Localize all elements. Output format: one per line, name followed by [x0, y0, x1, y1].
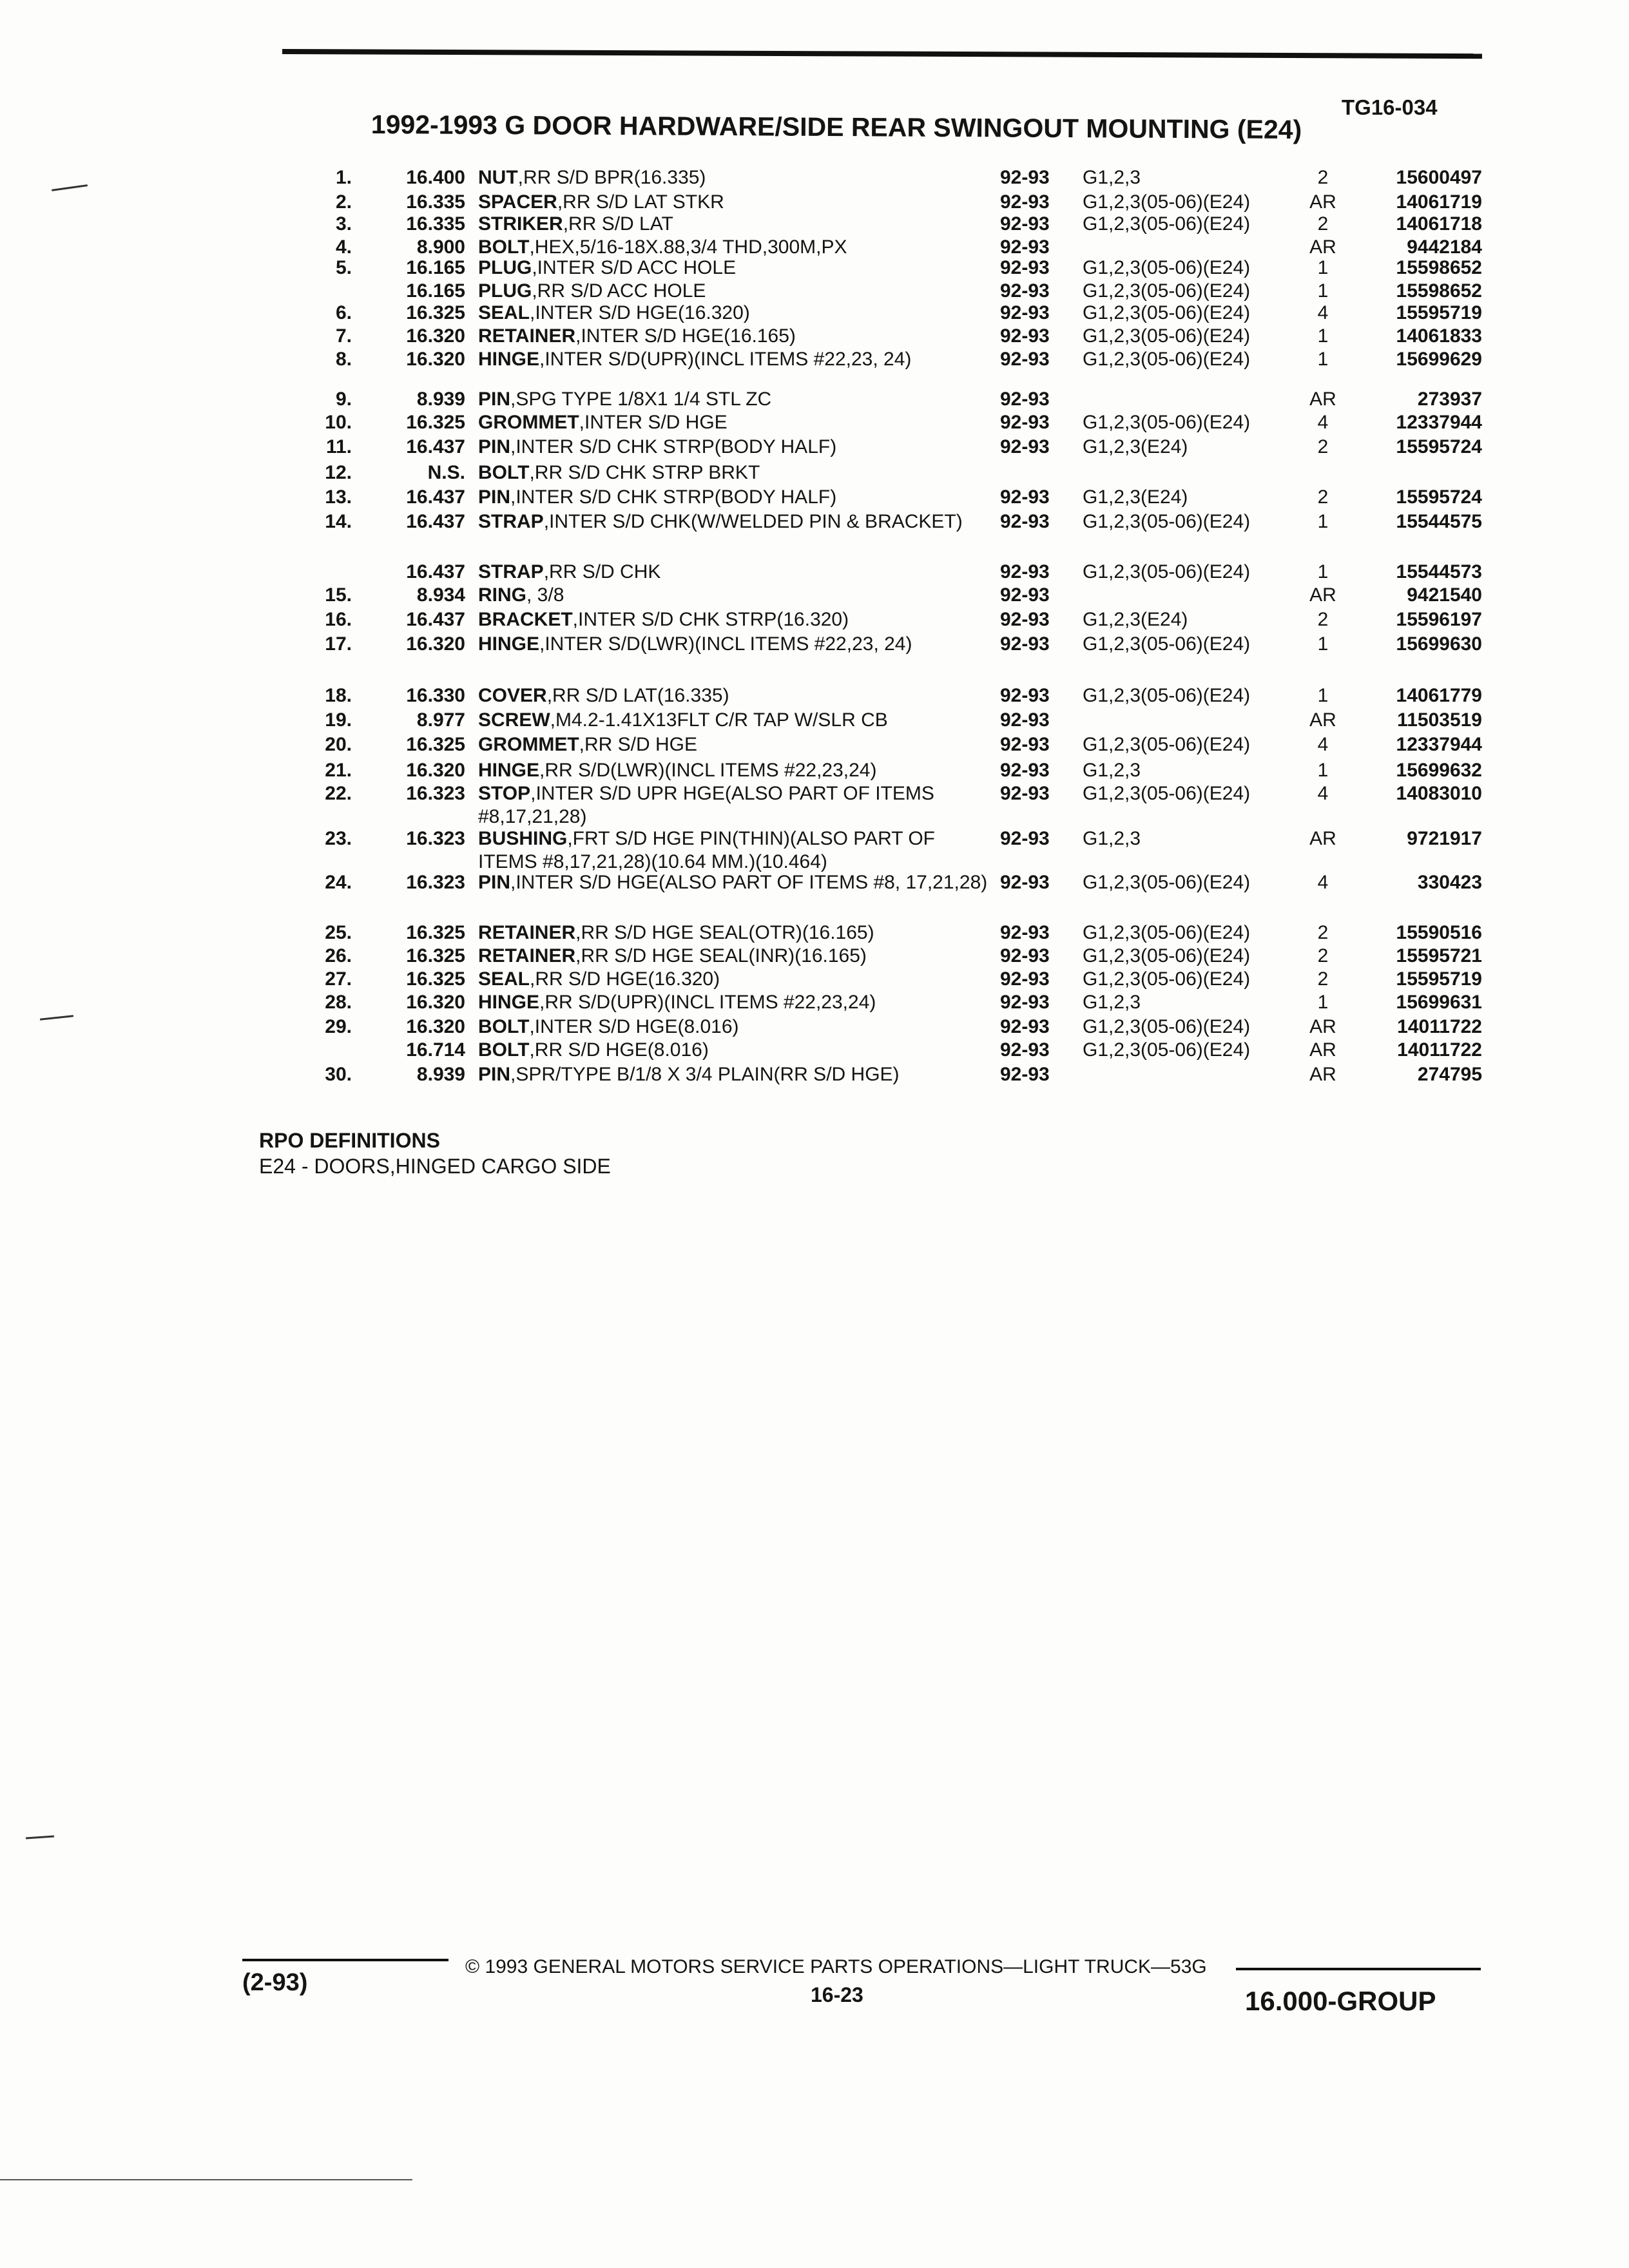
item-number: 12.: [325, 462, 352, 483]
part-detail: ,RR S/D LAT(16.335): [546, 685, 729, 706]
item-number: 7.: [335, 325, 352, 347]
part-name: NUT: [478, 167, 518, 188]
model-application: G1,2,3(05-06)(E24): [1083, 280, 1251, 302]
model-years: 92-93: [1000, 167, 1050, 188]
item-number: 28.: [325, 992, 352, 1013]
group-number: 16.325: [406, 302, 465, 323]
model-application: G1,2,3(05-06)(E24): [1083, 349, 1251, 370]
item-number: 23.: [325, 828, 352, 849]
part-detail: ,INTER S/D CHK STRP(BODY HALF): [510, 436, 837, 457]
quantity: 1: [1317, 633, 1329, 655]
part-name: PLUG: [478, 280, 532, 302]
part-number: 15595719: [1396, 968, 1482, 990]
part-number: 9421540: [1407, 584, 1482, 606]
model-application: G1,2,3: [1083, 760, 1141, 781]
page-number: 16-23: [811, 1983, 863, 2006]
part-number: 12337944: [1396, 412, 1482, 433]
item-number: 25.: [325, 922, 352, 943]
quantity: 2: [1317, 436, 1329, 457]
quantity: AR: [1309, 828, 1336, 849]
model-years: 92-93: [1000, 561, 1050, 582]
part-detail: ,RR S/D HGE SEAL(INR)(16.165): [575, 945, 867, 966]
model-years: 92-93: [1000, 412, 1050, 433]
part-number: 9442184: [1407, 236, 1482, 258]
part-number: 14083010: [1396, 783, 1482, 804]
part-description: [478, 921, 994, 945]
group-number: 16.320: [406, 992, 465, 1013]
part-description: [478, 782, 994, 829]
part-name: BOLT: [478, 1016, 530, 1037]
model-application: G1,2,3(05-06)(E24): [1083, 783, 1251, 804]
part-description: [478, 827, 994, 874]
model-application: G1,2,3(05-06)(E24): [1083, 734, 1251, 755]
quantity: 4: [1317, 302, 1329, 323]
quantity: AR: [1309, 1039, 1336, 1061]
group-number: 16.325: [406, 968, 465, 990]
item-number: 15.: [325, 584, 352, 606]
model-application: G1,2,3(05-06)(E24): [1083, 685, 1251, 706]
item-number: 22.: [325, 783, 352, 804]
part-detail: ,RR S/D HGE: [579, 734, 698, 755]
part-name: RETAINER: [478, 325, 576, 347]
part-description: [478, 510, 994, 533]
model-application: G1,2,3(05-06)(E24): [1083, 561, 1251, 582]
item-number: 29.: [325, 1016, 352, 1037]
part-name: PIN: [478, 486, 511, 508]
model-years: 92-93: [1000, 1064, 1050, 1085]
part-name: HINGE: [478, 349, 540, 370]
part-name: STOP: [478, 783, 531, 804]
part-detail: ,INTER S/D HGE(ALSO PART OF ITEMS #8, 17,21,28): [510, 872, 988, 893]
part-description: [478, 388, 994, 411]
group-number: 16.437: [406, 486, 465, 508]
part-number: 15595724: [1396, 436, 1482, 457]
part-detail: ,RR S/D ACC HOLE: [532, 280, 706, 302]
part-description: [478, 191, 994, 214]
scan-edge-line: [0, 2179, 412, 2180]
page-title: 1992-1993 G DOOR HARDWARE/SIDE REAR SWINGOUT MOUNTING (E24): [371, 110, 1302, 145]
model-application: G1,2,3(05-06)(E24): [1083, 302, 1251, 323]
model-years: 92-93: [1000, 709, 1050, 731]
part-detail: ,RR S/D CHK STRP BRKT: [529, 462, 760, 483]
part-number: 15596197: [1396, 609, 1482, 630]
group-number: 16.325: [406, 922, 465, 943]
part-detail: ,RR S/D HGE(16.320): [530, 968, 720, 990]
quantity: 2: [1317, 968, 1329, 990]
item-number: 3.: [335, 213, 352, 235]
part-detail: ,RR S/D CHK: [543, 561, 661, 582]
part-description: [478, 302, 994, 325]
item-number: 14.: [325, 511, 352, 532]
quantity: 1: [1317, 349, 1329, 370]
part-description: [478, 461, 994, 485]
quantity: 4: [1317, 783, 1329, 804]
model-years: 92-93: [1000, 872, 1050, 893]
model-application: G1,2,3(05-06)(E24): [1083, 1039, 1251, 1061]
part-description: [478, 411, 994, 434]
part-description: [478, 348, 994, 371]
model-years: 92-93: [1000, 436, 1050, 457]
model-years: 92-93: [1000, 828, 1050, 849]
part-name: RING: [478, 584, 526, 606]
model-years: 92-93: [1000, 389, 1050, 410]
part-detail: ,INTER S/D HGE(16.165): [575, 325, 796, 347]
model-years: 92-93: [1000, 584, 1050, 606]
quantity: 2: [1317, 213, 1329, 235]
model-years: 92-93: [1000, 734, 1050, 755]
part-name: PIN: [478, 436, 511, 457]
group-number: 16.325: [406, 412, 465, 433]
model-years: 92-93: [1000, 511, 1050, 532]
model-years: 92-93: [1000, 325, 1050, 347]
part-name: RETAINER: [478, 945, 576, 966]
part-description: [478, 166, 994, 189]
rpo-definition: E24 - DOORS,HINGED CARGO SIDE: [259, 1155, 611, 1178]
model-years: 92-93: [1000, 349, 1050, 370]
group-number: 16.400: [406, 167, 465, 188]
item-number: 6.: [335, 302, 352, 323]
item-number: 21.: [325, 760, 352, 781]
item-number: 5.: [335, 257, 352, 278]
quantity: 1: [1317, 257, 1329, 278]
group-number: 16.437: [406, 561, 465, 582]
part-name: RETAINER: [478, 922, 576, 943]
part-detail: ,M4.2-1.41X13FLT C/R TAP W/SLR CB: [550, 709, 888, 731]
quantity: AR: [1309, 709, 1336, 731]
part-description: [478, 608, 994, 631]
part-description: [478, 584, 994, 607]
part-description: [478, 325, 994, 348]
group-number: 16.320: [406, 1016, 465, 1037]
quantity: 1: [1317, 511, 1329, 532]
model-application: G1,2,3(05-06)(E24): [1083, 511, 1251, 532]
part-name: BOLT: [478, 1039, 530, 1061]
part-description: [478, 486, 994, 509]
part-number: 15699630: [1396, 633, 1482, 655]
quantity: 1: [1317, 561, 1329, 582]
part-detail: , 3/8: [526, 584, 564, 606]
part-detail: ,INTER S/D CHK(W/WELDED PIN & BRACKET): [543, 511, 963, 532]
group-number: 16.165: [406, 257, 465, 278]
group-number: 8.939: [416, 1064, 465, 1085]
model-years: 92-93: [1000, 486, 1050, 508]
part-detail: ,RR S/D HGE(8.016): [529, 1039, 709, 1061]
item-number: 19.: [325, 709, 352, 731]
quantity: AR: [1309, 236, 1336, 258]
item-number: 8.: [335, 349, 352, 370]
part-detail: ,SPG TYPE 1/8X1 1/4 STL ZC: [510, 389, 772, 410]
model-application: G1,2,3(E24): [1083, 436, 1188, 457]
group-number: 16.325: [406, 734, 465, 755]
item-number: 26.: [325, 945, 352, 966]
group-number: 8.900: [416, 236, 465, 258]
part-description: [478, 1063, 994, 1086]
quantity: 1: [1317, 685, 1329, 706]
part-detail: ,RR S/D(LWR)(INCL ITEMS #22,23,24): [539, 760, 877, 781]
part-name: STRAP: [478, 561, 544, 582]
footer-group: 16.000-GROUP: [1245, 1986, 1436, 2016]
part-name: SEAL: [478, 968, 530, 990]
part-number: 11503519: [1397, 709, 1482, 731]
group-number: 16.330: [406, 685, 465, 706]
part-name: PIN: [478, 1064, 511, 1085]
part-description: [478, 991, 994, 1014]
group-number: 16.325: [406, 945, 465, 966]
part-number: 15699629: [1396, 349, 1482, 370]
model-application: G1,2,3(05-06)(E24): [1083, 872, 1251, 893]
part-description: [478, 1015, 994, 1039]
part-description: [478, 213, 994, 236]
part-description: [478, 709, 994, 732]
item-number: 27.: [325, 968, 352, 990]
rpo-heading: RPO DEFINITIONS: [259, 1129, 440, 1152]
quantity: 2: [1317, 167, 1329, 188]
part-detail: ,INTER S/D(UPR)(INCL ITEMS #22,23, 24): [539, 349, 912, 370]
group-number: 16.335: [406, 191, 465, 213]
model-years: 92-93: [1000, 685, 1050, 706]
part-number: 15699631: [1396, 992, 1482, 1013]
group-number: 16.323: [406, 828, 465, 849]
part-detail: ,RR S/D HGE SEAL(OTR)(16.165): [575, 922, 874, 943]
model-application: G1,2,3(E24): [1083, 486, 1188, 508]
part-name: STRIKER: [478, 213, 563, 235]
part-number: 14061719: [1396, 191, 1482, 213]
model-years: 92-93: [1000, 783, 1050, 804]
part-detail: ,INTER S/D(LWR)(INCL ITEMS #22,23, 24): [539, 633, 912, 655]
part-name: PLUG: [478, 257, 532, 278]
group-number: 16.323: [406, 783, 465, 804]
part-name: GROMMET: [478, 734, 579, 755]
item-number: 1.: [335, 167, 352, 188]
part-description: [478, 1039, 994, 1062]
part-description: [478, 759, 994, 782]
model-years: 92-93: [1000, 257, 1050, 278]
part-name: HINGE: [478, 633, 540, 655]
part-number: 9721917: [1407, 828, 1482, 849]
part-number: 15598652: [1396, 280, 1482, 302]
part-description: [478, 561, 994, 584]
group-number: 16.323: [406, 872, 465, 893]
part-number: 274795: [1417, 1064, 1482, 1085]
part-number: 15544573: [1396, 561, 1482, 582]
part-name: BRACKET: [478, 609, 573, 630]
part-number: 15544575: [1396, 511, 1482, 532]
quantity: AR: [1309, 584, 1336, 606]
quantity: 4: [1317, 872, 1329, 893]
part-number: 15600497: [1396, 167, 1482, 188]
quantity: 2: [1317, 486, 1329, 508]
model-years: 92-93: [1000, 302, 1050, 323]
part-description: [478, 945, 994, 968]
quantity: 1: [1317, 280, 1329, 302]
part-number: 14061718: [1396, 213, 1482, 235]
item-number: 13.: [325, 486, 352, 508]
part-name: PIN: [478, 872, 511, 893]
group-number: 16.437: [406, 609, 465, 630]
model-application: G1,2,3(05-06)(E24): [1083, 412, 1251, 433]
part-number: 14011722: [1397, 1039, 1482, 1061]
model-application: G1,2,3: [1083, 167, 1141, 188]
model-years: 92-93: [1000, 609, 1050, 630]
part-detail: ,INTER S/D CHK STRP(BODY HALF): [510, 486, 837, 508]
part-detail: ,INTER S/D CHK STRP(16.320): [572, 609, 849, 630]
part-detail: ,INTER S/D ACC HOLE: [532, 257, 737, 278]
part-description: [478, 256, 994, 280]
group-number: 16.165: [406, 280, 465, 302]
model-application: G1,2,3(E24): [1083, 609, 1188, 630]
part-description: [478, 633, 994, 656]
model-application: G1,2,3(05-06)(E24): [1083, 325, 1251, 347]
quantity: AR: [1309, 389, 1336, 410]
group-number: 16.437: [406, 436, 465, 457]
item-number: 2.: [335, 191, 352, 213]
model-application: G1,2,3(05-06)(E24): [1083, 257, 1251, 278]
model-application: G1,2,3(05-06)(E24): [1083, 191, 1251, 213]
part-description: [478, 436, 994, 459]
group-number: 16.320: [406, 325, 465, 347]
part-detail: ,HEX,5/16-18X.88,3/4 THD,300M,PX: [529, 236, 847, 258]
part-number: 15595719: [1396, 302, 1482, 323]
part-description: [478, 968, 994, 991]
part-number: 12337944: [1396, 734, 1482, 755]
part-name: SPACER: [478, 191, 557, 213]
item-number: 4.: [335, 236, 352, 258]
part-name: BUSHING: [478, 828, 568, 849]
model-application: G1,2,3(05-06)(E24): [1083, 922, 1251, 943]
part-name: SEAL: [478, 302, 530, 323]
footer-date: (2-93): [242, 1969, 308, 1996]
model-application: G1,2,3(05-06)(E24): [1083, 968, 1251, 990]
part-description: [478, 684, 994, 707]
model-application: G1,2,3(05-06)(E24): [1083, 1016, 1251, 1037]
quantity: 1: [1317, 325, 1329, 347]
part-description: [478, 280, 994, 303]
part-name: BOLT: [478, 462, 530, 483]
catalog-code: TG16-034: [1342, 95, 1438, 119]
group-number: 16.437: [406, 511, 465, 532]
part-number: 15699632: [1396, 760, 1482, 781]
item-number: 24.: [325, 872, 352, 893]
model-years: 92-93: [1000, 213, 1050, 235]
quantity: 2: [1317, 945, 1329, 966]
part-name: BOLT: [478, 236, 530, 258]
quantity: AR: [1309, 1016, 1336, 1037]
group-number: 16.320: [406, 760, 465, 781]
part-number: 273937: [1417, 389, 1482, 410]
model-years: 92-93: [1000, 191, 1050, 213]
item-number: 30.: [325, 1064, 352, 1085]
part-number: 15595721: [1396, 945, 1482, 966]
model-years: 92-93: [1000, 1039, 1050, 1061]
quantity: 1: [1317, 760, 1329, 781]
quantity: 2: [1317, 609, 1329, 630]
part-detail: ,INTER S/D HGE: [579, 412, 728, 433]
quantity: AR: [1309, 191, 1336, 213]
quantity: 2: [1317, 922, 1329, 943]
model-years: 92-93: [1000, 968, 1050, 990]
model-years: 92-93: [1000, 922, 1050, 943]
group-number: 16.335: [406, 213, 465, 235]
part-detail: ,RR S/D BPR(16.335): [517, 167, 706, 188]
part-name: COVER: [478, 685, 547, 706]
part-number: 14061833: [1396, 325, 1482, 347]
quantity: 1: [1317, 992, 1329, 1013]
model-application: G1,2,3: [1083, 992, 1141, 1013]
part-name: PIN: [478, 389, 511, 410]
item-number: 11.: [325, 436, 352, 457]
model-years: 92-93: [1000, 236, 1050, 258]
part-detail: ,SPR/TYPE B/1/8 X 3/4 PLAIN(RR S/D HGE): [510, 1064, 900, 1085]
part-detail: ,RR S/D(UPR)(INCL ITEMS #22,23,24): [539, 992, 876, 1013]
footer-rule-left: [242, 1959, 448, 1961]
group-number: 8.934: [416, 584, 465, 606]
footer-rule-right: [1236, 1968, 1481, 1970]
quantity: 4: [1317, 734, 1329, 755]
part-number: 15590516: [1396, 922, 1482, 943]
part-detail: ,FRT S/D HGE PIN(THIN)(ALSO PART OF ITEMS #8,17,21,28)(10.64 MM.)(10.464): [478, 828, 935, 872]
model-application: G1,2,3(05-06)(E24): [1083, 633, 1251, 655]
group-number: 16.320: [406, 633, 465, 655]
model-years: 92-93: [1000, 280, 1050, 302]
part-detail: ,INTER S/D HGE(8.016): [529, 1016, 739, 1037]
part-detail: ,INTER S/D UPR HGE(ALSO PART OF ITEMS #8,17,21,28): [478, 783, 934, 827]
item-number: 20.: [325, 734, 352, 755]
part-detail: ,INTER S/D HGE(16.320): [530, 302, 750, 323]
model-years: 92-93: [1000, 992, 1050, 1013]
model-years: 92-93: [1000, 1016, 1050, 1037]
group-number: 16.714: [406, 1039, 465, 1061]
model-application: G1,2,3(05-06)(E24): [1083, 945, 1251, 966]
item-number: 10.: [325, 412, 352, 433]
item-number: 18.: [325, 685, 352, 706]
part-number: 14061779: [1396, 685, 1482, 706]
part-number: 15598652: [1396, 257, 1482, 278]
part-number: 330423: [1417, 872, 1482, 893]
part-name: GROMMET: [478, 412, 579, 433]
part-name: HINGE: [478, 760, 540, 781]
group-number: 8.977: [416, 709, 465, 731]
part-number: 14011722: [1397, 1016, 1482, 1037]
part-name: SCREW: [478, 709, 550, 731]
item-number: 17.: [325, 633, 352, 655]
part-description: [478, 733, 994, 756]
group-number: N.S.: [427, 462, 465, 483]
item-number: 16.: [325, 609, 352, 630]
model-application: G1,2,3: [1083, 828, 1141, 849]
part-number: 15595724: [1396, 486, 1482, 508]
part-description: [478, 236, 994, 259]
group-number: 16.320: [406, 349, 465, 370]
footer-copyright: © 1993 GENERAL MOTORS SERVICE PARTS OPERATIONS—LIGHT TRUCK—53G: [465, 1956, 1207, 1977]
part-description: [478, 871, 994, 894]
item-number: 9.: [335, 389, 352, 410]
model-application: G1,2,3(05-06)(E24): [1083, 213, 1251, 235]
part-name: HINGE: [478, 992, 540, 1013]
model-years: 92-93: [1000, 633, 1050, 655]
part-detail: ,RR S/D LAT STKR: [557, 191, 724, 213]
quantity: 4: [1317, 412, 1329, 433]
part-detail: ,RR S/D LAT: [563, 213, 673, 235]
model-years: 92-93: [1000, 760, 1050, 781]
group-number: 8.939: [416, 389, 465, 410]
model-years: 92-93: [1000, 945, 1050, 966]
part-name: STRAP: [478, 511, 544, 532]
quantity: AR: [1309, 1064, 1336, 1085]
